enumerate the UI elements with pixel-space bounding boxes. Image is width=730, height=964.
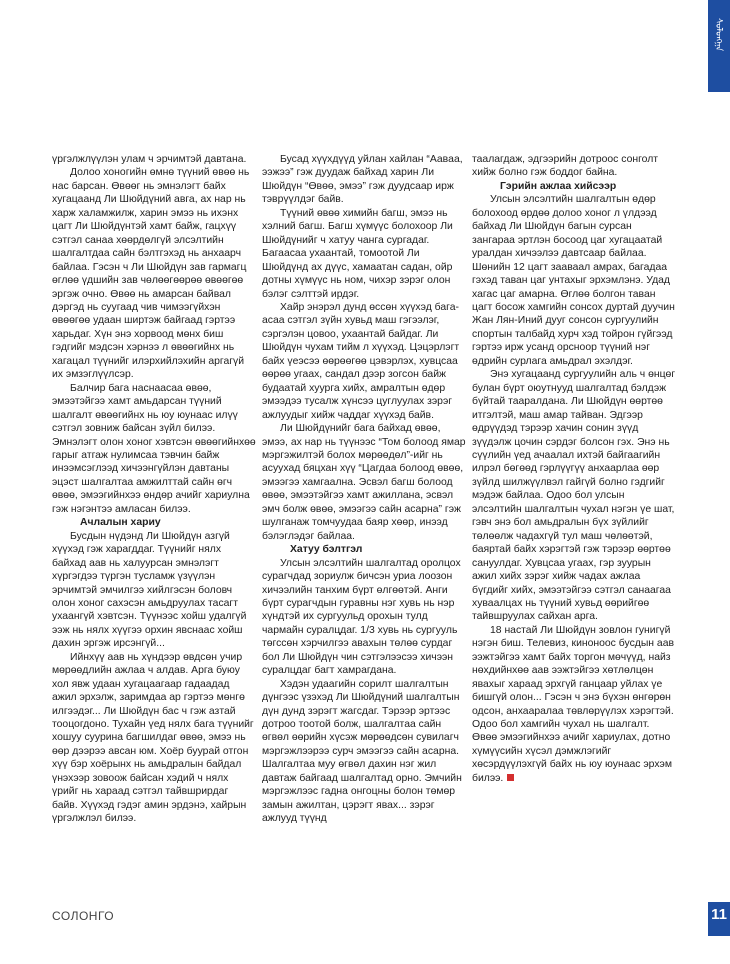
paragraph	[472, 624, 676, 785]
text-column-3	[472, 153, 676, 785]
paragraph-text: Түүний өвөө химийн багш, эмээ нь хэлний багш. Багш хүмүүс болохоор Ли Шюйдүнийг ч хатуу чанга сургадаг. Багаасаа ухаантай, томоотой Ли Шюйдүнд ах дүүс, хамаатан садан, ойр дотны хүмүүс нь ном, чихэр зэрэг олон бэлэг сэлттэй ирдэг.	[262, 207, 453, 300]
magazine-name: СОЛОНГО	[52, 909, 115, 923]
paragraph	[262, 678, 466, 826]
paragraph	[262, 301, 466, 422]
paragraph	[472, 153, 676, 180]
paragraph-text: Хэдэн удаагийн сорилт шалгалтын дүнгээс үзэхэд Ли Шюйдүний шалгалтын дүн дунд зэрэгт жагсдаг. Тэрээр эртээс дотроо тоотой болж, шалгалтаа сайн өгвөл өөрийн хүсэж мөрөөдсөн сувилагч мэргэжлээрээ сурч эмээгээ сайн асарна. Шалгалтаа муу өгвөл дахин нэг жил давтаж байгаад шалгалтад орно. Эмчийн мэргэжлээс гадна онгоцны болон төмөр замын ажилтан, цэрэгт явах... зэрэг ажлууд түүнд	[262, 678, 462, 825]
paragraph	[262, 557, 466, 678]
paragraph	[52, 382, 256, 517]
paragraph	[52, 166, 256, 381]
paragraph-text: Хайр энэрэл дунд өссөн хүүхэд багаасаа сэтгэл зүйн хувьд маш гэгээлэг, сэргэлэн цовоо, ухаантай байдаг. Ли Шюйдүн чухам тийм л хүүхэд. Цэцэрлэгт байх үеэсээ өөрөөгөө цэвэрлэх, хувцсаа өөрөө угаах, сандал дээр зогсон байж будаатай хуурга хийх, амралтын өдөр эмээдээ тусалж хүнсээ цуглуулах зэрэг ажлуудыг хийж чаддаг хүүхэд байв.	[262, 301, 460, 421]
paragraph-text: Ачлалын хариу	[80, 517, 161, 529]
paragraph	[52, 530, 256, 651]
paragraph	[262, 207, 466, 301]
paragraph-text: үргэлжлүүлэн улам ч эрчимтэй давтана.	[52, 154, 247, 165]
paragraph	[472, 193, 676, 368]
magazine-script-logo: ᠰᠣᠯᠣᠩᠭ᠋ᠠ	[713, 18, 723, 52]
end-square-icon	[507, 774, 514, 781]
paragraph	[262, 422, 466, 543]
paragraph-text: 18 настай Ли Шюйдүн зовлон гунигүй нэгэн биш. Телевиз, киноноос бусдын аав ээжтэйгээ хамт байх торгон мөчүүд, найз нөхдийнхөө аав ээжтэйгээ хөтлөлцөн явахыг хараад эрхгүй ганцаар уйлах үе бишгүй олон... Гэсэн ч энэ бүхэн өнгөрөн одсон, анхааралаа төвлөрүүлэх хэрэгтэй. Одоо бол хамгийн чухал нь шалгалт. Өвөө эмээгийнхээ ачийг хариулах, дотно хүмүүсийн хүсэл дэмжлэгийг хөсэрдүүлэхгүй байх нь юу юунаас эрхэм билээ.	[472, 624, 674, 784]
section-heading	[472, 180, 676, 193]
paragraph	[472, 368, 676, 624]
paragraph-text: Бусдын нүдэнд Ли Шюйдүн азгүй хүүхэд гэж харагддаг. Түүнийг нялх байхад аав нь халуурсан эмнэлэгт хүргэгдээ түргэн тусламж үзүүлэн эрчимтэй эмчилгээ хийлгэсэн боловч олон хоног сахэсэн амьдруулах тасагт ухаангүй хэвтсэн. Түүнээс хойш удалгүй ээж нь нялх хүүгээ орхин явснаас хойш дахин эргэж ирсэнгүй...	[52, 530, 247, 650]
paragraph-text: Ийнхүү аав нь хүндээр өвдсөн учир мөрөөдлийн ажлаа ч алдав. Арга буюу хол явж удаан хугацаагаар гадаадад ажил эрхэлж, заримдаа ар гэртээ мөнгө илгээдэг... Ли Шюйдүн бас ч гэж азтай тооцогдоно. Тухайн үед нялх бага түүнийг хошуу суурина багшилдаг өвөө, эмээ нь өөр дээрээ авсан юм. Хоёр буурай отгон хүү бэр хоёрынх нь амьдралын байдал үнэхээр зовоож байсан хэдий ч нялх үрийг нь хараад сэтгэл тайвшрирдаг байв. Хүүхэд гэдэг амин эрдэнэ, хайрын үргэлжлэл билээ.	[52, 651, 254, 825]
page-number: 11	[711, 906, 727, 923]
section-heading	[52, 516, 256, 529]
text-column-2	[262, 153, 466, 826]
paragraph-text: Долоо хоногийн өмнө түүний өвөө нь нас барсан. Өвөөг нь эмнэлэгт байх хугацаанд Ли Шюйдүний авга, ах нар нь харж халамжилж, харин эмээ нь ихэнх цагт Ли Шюйдүнтэй хамт байж, гацхүү сэтгэл санаа хөөрдөлгүй элсэлтийн шалгалтдаа сайн бэлтгэхэд нь анхаарч байлаа. Гэсэн ч Ли Шюйдүн зав гармагц өглөө үдшийн зав чөлөөгөөрөө өвөөгөө эргэж очно. Өвөө нь амарсан байвал дэргэд нь суугаад чив чимээгүйхэн өвөөгөө удаан ширтэж байгаад гэртээ харьдаг. Хүн энэ хорвоод мөнх биш гэдгийг мэдсэн хэрнээ л өвөөгийнх нь хагацал түүнийг илэрхийлэхийн аргагүй их эмзэглүүлсэр.	[52, 167, 250, 381]
paragraph-text: таалагдаж, эдгээрийн дотроос сонголт хийж болно гэж боддог байна.	[472, 154, 659, 179]
paragraph-text: Гэрийн ажлаа хийсээр	[500, 180, 617, 192]
paragraph-text: Балчир бага наснаасаа өвөө, эмээтэйгээ хамт амьдарсан түүний шалгалт өвөөгийнх нь юу юунаас илүү сэтгэл зовниж байсан зүйл билээ. Эмнэлэгт олон хоног хэвтсэн өвөөгийнхөө гарыг атгаж нулимсаа тэвчин байж инээмсэглээд хичээнгүйлэн давтаны эцэст шалгалтаа амжилттай сайн өгч өвөө, эмээгийнхээ өндөр ачийг хариулна гэж нэгэнтээ амласан билээ.	[52, 382, 256, 515]
paragraph-text: Улсын элсэлтийн шалгалтын өдөр болохоод өрдөө долоо хоног л үлдээд байхад Ли Шюйдүн багын сурсан зангараа эртлэн босоод цаг хугацаатай уралдан хичээлээ давтсаар байлаа. Шөнийн 12 цагт зааваал амрах, багадаа гэхэд таван цаг унтахыг эрхэмлэнэ. Удад хагас цаг амарна. Өглөө болгон таван цагт босож хамгийн сонсох дуртай дуучин Жан Лян-Иний дууг сонсон сургуулийн спортын талбайд хурч хэд тойрон гүйгээд гэртээ ирж усанд орсноор түүний нэг өдрийн сурлага амьдрал эхэлдэг.	[472, 194, 675, 367]
paragraph-text: Хатуу бэлтгэл	[290, 544, 363, 556]
paragraph-text: Энэ хугацаанд сургуулийн аль ч өнцөг булан бүрт оюутнууд шалгалтад бэлдэж бүйтай тааралдана. Ли Шюйдүн өөртөө итгэлтэй, маш амар тайван. Эдгээр өдрүүдэд тэрээр хачин сонин зүүд зүүдэлж цочин сэрдэг болсон гэх. Энэ нь сүүлийн үед ачаалал ихтэй байгаагийн илрэл бөгөөд гэрлүүгүү анхаарлаа өөр зүйлд шилжүүлвэл гайгүй болно гэдгийг мэдэж байлаа. Одоо бол улсын элсэлтийн шалгалтын чухал нэгэн үе шат, гэвч энэ бол амьдралын бүх зүйлийг төлөөлж чадахгүй тул маш чөлөөтэй, баяртай байх хэрэгтэй гэж тэрээр өөртөө сануулдаг. Хувцсаа угаах, гэр зуурын ажил хийх зэрэг хийж чадах ажлаа бүгдийг хийх, эмээтэйгээ сэтгэл санаагаа хуваалцах нь түүний хувьд өөрийгөө тайвшруулах сайхан арга.	[472, 369, 676, 623]
side-tab	[708, 0, 730, 92]
text-column-1	[52, 153, 256, 826]
section-heading	[262, 543, 466, 556]
paragraph	[52, 651, 256, 826]
paragraph-text: Улсын элсэлтийн шалгалтад оролцох сурагчдад зориулж бичсэн уриа лоозон хичээлийн танхим бүрт өлгөөтэй. Анги бүрт сурагчдын гуравны нэг хувь нь нэр хүндтэй их сургуульд орохын тулд чармайн суралцдаг. 1/3 хувь нь сургууль төгссөн хэрчилгээ авахын төлөө сурдаг бол Ли Шюйдүн чин сэтгэлээсээ хичээн суралцдаг багт хамрагдана.	[262, 557, 461, 677]
paragraph-text: Бусад хүүхдүүд уйлан хайлан “Аавaa, ээжээ” гэж дуудаж байхад харин Ли Шюйдүн “Өвөө, эмээ” гэж дуудсаар ирж тэврүүлдэг байв.	[262, 154, 463, 206]
paragraph	[262, 153, 466, 207]
paragraph	[52, 153, 256, 166]
paragraph-text: Ли Шюйдүнийг бага байхад өвөө, эмээ, ах нар нь түүнээс “Том болоод ямар мэргэжилтэй болох мөрөөдөл”-ийг нь асуухад бяцхан хүү “Цагдаа болоод өвөө, эмээгээ хамгаална. Эсвэл багш болоод өвөө, эмээтэйгээ хамт ажиллана, эсвэл эмч болж өвөө, эмээгээ сайн асарна” гэж шулганаж томчуудаа баяр хөөр, инээд бэлэглэдэг байлаа.	[262, 423, 466, 542]
